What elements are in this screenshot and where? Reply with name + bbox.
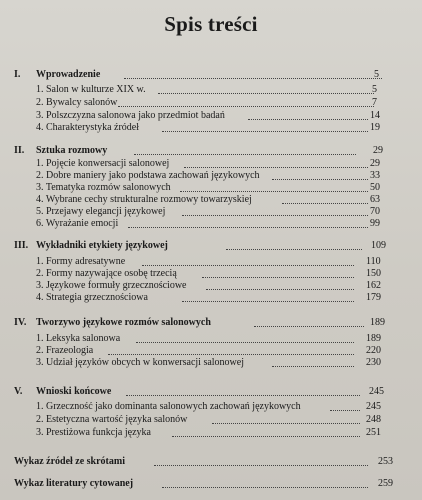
section-heading: Wprowadzenie [36, 69, 101, 80]
dot-leader [172, 436, 360, 437]
section-heading: Wykładniki etykiety językowej [36, 240, 168, 251]
toc-item[interactable] [36, 194, 384, 206]
toc-item[interactable] [36, 97, 382, 109]
toc-item[interactable] [36, 256, 386, 268]
toc-section-1[interactable] [14, 69, 382, 81]
page-number: 50 [370, 182, 380, 193]
dot-leader [180, 191, 368, 192]
section-number: I. [14, 69, 21, 80]
section-number: III. [14, 240, 29, 251]
dot-leader [136, 342, 354, 343]
toc-item-label: 3. Tematyka rozmów salonowych [36, 182, 171, 193]
toc-item[interactable] [36, 292, 386, 304]
dot-leader [212, 423, 360, 424]
page-number: 33 [370, 170, 380, 181]
page-number: 245 [366, 401, 381, 412]
page-number: 253 [378, 456, 393, 467]
dot-leader [162, 487, 368, 488]
page-title: Spis treści [164, 12, 258, 36]
dot-leader [182, 301, 354, 302]
page-number: 7 [372, 97, 377, 108]
toc-item-label: 1. Leksyka salonowa [36, 333, 121, 344]
toc-item[interactable] [36, 268, 386, 280]
page-number: 5 [372, 84, 377, 95]
toc-item[interactable] [36, 414, 390, 426]
toc-item[interactable] [36, 122, 382, 134]
dot-leader [124, 78, 382, 79]
toc-item-label: 3. Polszczyzna salonowa jako przedmiot badań [36, 110, 225, 121]
dot-leader [206, 289, 354, 290]
dot-leader [272, 366, 354, 367]
page-number: 189 [366, 333, 381, 344]
toc-item[interactable] [36, 280, 386, 292]
toc-extra-label: Wykaz literatury cytowanej [14, 478, 134, 489]
toc-item-label: 2. Frazeologia [36, 345, 94, 356]
page-number: 99 [370, 218, 380, 229]
toc-item[interactable] [36, 182, 384, 194]
dot-leader [202, 277, 354, 278]
toc-item-label: 4. Wybrane cechy strukturalne rozmowy towarzyskiej [36, 194, 252, 205]
toc-item[interactable] [36, 84, 382, 96]
toc-item-label: 1. Salon w kulturze XIX w. [36, 84, 146, 95]
toc-item-label: 4. Strategia grzecznościowa [36, 292, 148, 303]
dot-leader [184, 167, 368, 168]
dot-leader [126, 395, 360, 396]
page-number: 230 [366, 357, 381, 368]
toc-item-label: 3. Udział języków obcych w konwersacji salonowej [36, 357, 244, 368]
toc-item[interactable] [36, 218, 384, 230]
dot-leader [108, 354, 354, 355]
page-number: 245 [369, 386, 384, 397]
toc-section-3[interactable] [14, 240, 392, 252]
page-number: 29 [370, 158, 380, 169]
dot-leader [128, 227, 368, 228]
section-heading: Sztuka rozmowy [36, 145, 108, 156]
dot-leader [282, 203, 368, 204]
page-number: 63 [370, 194, 380, 205]
toc-item-label: 4. Charakterystyka źródeł [36, 122, 140, 133]
toc-extra-label: Wykaz źródeł ze skrótami [14, 456, 125, 467]
toc-item-label: 2. Bywalcy salonów [36, 97, 118, 108]
dot-leader [118, 106, 374, 107]
page-number: 162 [366, 280, 381, 291]
page-number: 14 [370, 110, 380, 121]
dot-leader [182, 215, 368, 216]
toc-item[interactable] [36, 427, 390, 439]
toc-item[interactable] [36, 158, 384, 170]
page-number: 110 [366, 256, 381, 267]
toc-item[interactable] [36, 401, 390, 413]
toc-item[interactable] [36, 206, 384, 218]
toc-item-label: 2. Formy nazywające osobę trzecią [36, 268, 177, 279]
dot-leader [162, 131, 368, 132]
section-number: V. [14, 386, 23, 397]
toc-item[interactable] [36, 357, 386, 369]
toc-item-label: 1. Formy adresatywne [36, 256, 126, 267]
section-heading: Tworzywo językowe rozmów salonowych [36, 317, 211, 328]
toc-item[interactable] [36, 110, 382, 122]
dot-leader [158, 93, 374, 94]
section-heading: Wnioski końcowe [36, 386, 112, 397]
toc-item-label: 1. Pojęcie konwersacji salonowej [36, 158, 170, 169]
dot-leader [272, 179, 368, 180]
page-number: 251 [366, 427, 381, 438]
toc-item-label: 6. Wyrażanie emocji [36, 218, 119, 229]
toc-item[interactable] [36, 345, 386, 357]
toc-item[interactable] [36, 333, 386, 345]
section-number: IV. [14, 317, 27, 328]
toc-item-label: 2. Dobre maniery jako podstawa zachowań językowych [36, 170, 260, 181]
toc-item-label: 2. Estetyczna wartość języka salonów [36, 414, 188, 425]
dot-leader [248, 119, 368, 120]
page-number: 220 [366, 345, 381, 356]
page-number: 29 [373, 145, 383, 156]
page-number: 70 [370, 206, 380, 217]
page-number: 248 [366, 414, 381, 425]
dot-leader [154, 465, 368, 466]
page-number: 189 [370, 317, 385, 328]
toc-section-4[interactable] [14, 317, 390, 329]
toc-item-label: 5. Przejawy elegancji językowej [36, 206, 166, 217]
toc-extra-sources[interactable] [14, 456, 398, 468]
page-number: 19 [370, 122, 380, 133]
page-number: 109 [371, 240, 386, 251]
toc-item-label: 1. Grzeczność jako dominanta salonowych zachowań językowych [36, 401, 301, 412]
toc-item-label: 3. Prestiżowa funkcja języka [36, 427, 151, 438]
page-number: 259 [378, 478, 393, 489]
dot-leader [134, 154, 356, 155]
toc-item[interactable] [36, 170, 384, 182]
toc-extra-literature[interactable] [14, 478, 398, 490]
dot-leader [226, 249, 362, 250]
page-number: 5 [374, 69, 379, 80]
toc-section-5[interactable] [14, 386, 392, 398]
page-number: 179 [366, 292, 381, 303]
toc-item-label: 3. Językowe formuły grzecznościowe [36, 280, 187, 291]
dot-leader [330, 410, 360, 411]
toc-section-2[interactable] [14, 145, 386, 157]
dot-leader [254, 326, 364, 327]
page-number: 150 [366, 268, 381, 279]
section-number: II. [14, 145, 25, 156]
dot-leader [142, 265, 354, 266]
